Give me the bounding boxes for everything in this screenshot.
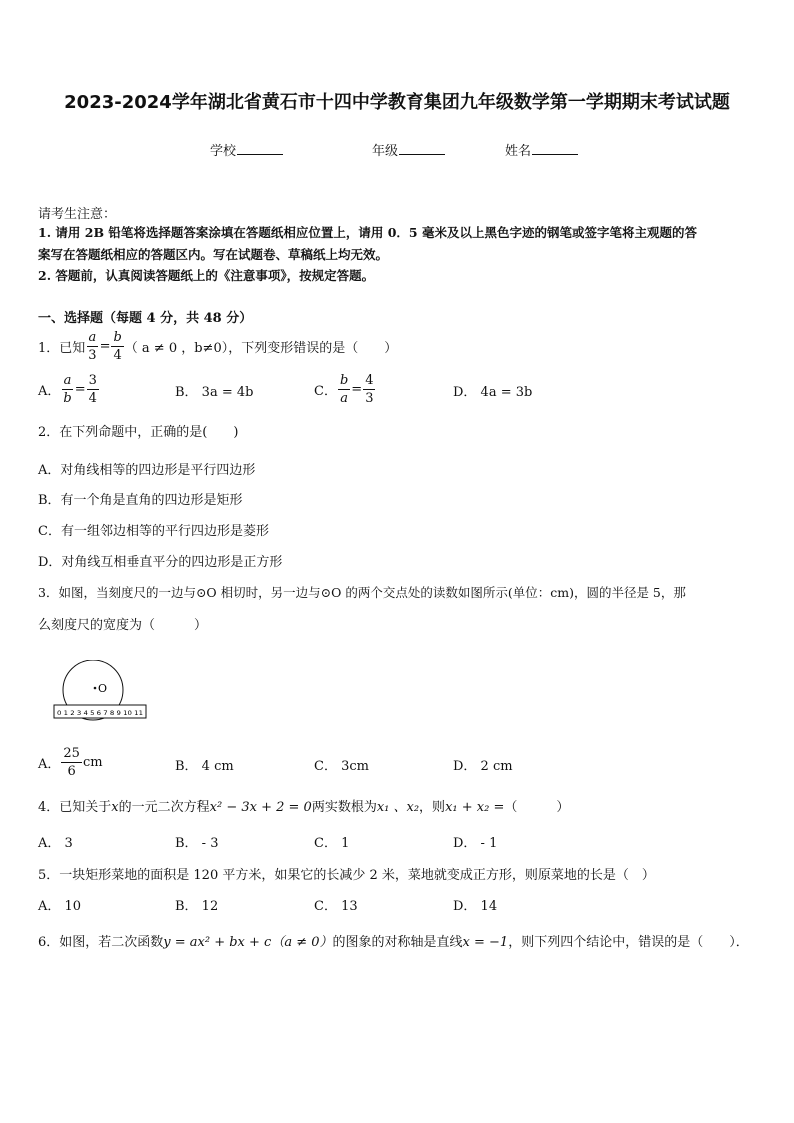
q1-eq: = bbox=[99, 338, 111, 354]
notice-heading: 请考生注意： bbox=[38, 207, 117, 222]
q5-option-d[interactable]: D． 14 bbox=[453, 899, 498, 914]
name-label: 姓名 bbox=[505, 144, 532, 159]
school-blank[interactable] bbox=[237, 142, 283, 155]
q4-option-a[interactable]: A． 3 bbox=[38, 836, 73, 851]
circle-ruler-figure bbox=[52, 660, 148, 722]
q3-option-d[interactable]: D． 2 cm bbox=[453, 759, 513, 774]
school-label: 学校 bbox=[210, 144, 237, 159]
question-3-stem-line-1: 3．如图，当刻度尺的一边与⊙O 相切时，另一边与⊙O 的两个交点处的读数如图所示(单位：cm)，圆的半径是 5，那 bbox=[38, 585, 686, 600]
section-title: 一、选择题（每题 4 分，共 48 分） bbox=[38, 311, 253, 326]
q3-option-b[interactable]: B． 4 cm bbox=[175, 759, 234, 774]
question-6-stem: 6．如图，若二次函数y = ax² + bx + c（a ≠ 0）的图象的对称轴是直线x = −1，则下列四个结论中，错误的是（ ）． bbox=[38, 935, 749, 950]
question-4-stem: 4．已知关于x的一元二次方程x² − 3x + 2 = 0两实数根为x₁ 、x₂，则x₁ + x₂ =（ ） bbox=[38, 800, 570, 815]
q5-option-a[interactable]: A． 10 bbox=[38, 899, 82, 914]
school-field[interactable] bbox=[210, 140, 283, 159]
question-3-stem-line-2: 么刻度尺的宽度为（ ） bbox=[38, 618, 208, 633]
q3-option-c[interactable]: C． 3cm bbox=[314, 759, 369, 774]
name-blank[interactable] bbox=[532, 142, 578, 155]
grade-label: 年级 bbox=[372, 144, 399, 159]
center-label: O bbox=[98, 682, 108, 695]
q2-option-b[interactable]: B．有一个角是直角的四边形是矩形 bbox=[38, 493, 243, 508]
grade-field[interactable] bbox=[372, 140, 445, 159]
q1-frac-a3: $\frac{a}{3}$ bbox=[88, 329, 97, 363]
q4-option-d[interactable]: D． - 1 bbox=[453, 836, 498, 851]
notice-line-2: 2. 答题前，认真阅读答题纸上的《注意事项》，按规定答题。 bbox=[38, 268, 375, 283]
ruler-scale: 0 1 2 3 4 5 6 7 8 9 10 11 bbox=[57, 710, 144, 717]
notice-line-1b: 案写在答题纸相应的答题区内。写在试题卷、草稿纸上均无效。 bbox=[38, 247, 389, 262]
q5-option-c[interactable]: C． 13 bbox=[314, 899, 358, 914]
q1-option-b[interactable]: B． 3a = 4b bbox=[175, 385, 254, 400]
q1-option-c[interactable]: C． $\frac{b}{a}$ = $\frac{4}{3}$ bbox=[314, 372, 374, 406]
q2-option-a[interactable]: A．对角线相等的四边形是平行四边形 bbox=[38, 463, 256, 478]
q2-option-c[interactable]: C．有一组邻边相等的平行四边形是菱形 bbox=[38, 524, 269, 539]
q1-option-d[interactable]: D． 4a = 3b bbox=[453, 385, 533, 400]
page-title: 2023-2024学年湖北省黄石市十四中学教育集团九年级数学第一学期期末考试试题 bbox=[64, 92, 730, 113]
q1-frac-b4: $\frac{b}{4}$ bbox=[113, 329, 122, 363]
q3-option-a[interactable]: A． $\frac{25}{6}$ cm bbox=[38, 745, 103, 779]
question-5-stem: 5．一块矩形菜地的面积是 120 平方米，如果它的长减少 2 米，菜地就变成正方形，则原菜地的长是（ ） bbox=[38, 868, 655, 883]
q4-option-b[interactable]: B． - 3 bbox=[175, 836, 219, 851]
q1-prefix: 1．已知 bbox=[38, 340, 86, 356]
q2-option-d[interactable]: D．对角线互相垂直平分的四边形是正方形 bbox=[38, 555, 283, 570]
q5-option-b[interactable]: B． 12 bbox=[175, 899, 219, 914]
question-1-stem bbox=[38, 326, 397, 366]
center-point bbox=[94, 687, 97, 690]
name-field[interactable] bbox=[505, 140, 578, 159]
q1-condition: （ a ≠ 0 ，b≠0），下列变形错误的是（ ） bbox=[124, 340, 398, 356]
notice-line-1a: 1. 请用 2B 铅笔将选择题答案涂填在答题纸相应位置上，请用 0．5 毫米及以上黑色字迹的钢笔或签字笔将主观题的答 bbox=[38, 225, 697, 240]
question-2-stem: 2．在下列命题中，正确的是( ) bbox=[38, 425, 239, 440]
q4-option-c[interactable]: C． 1 bbox=[314, 836, 350, 851]
grade-blank[interactable] bbox=[399, 142, 445, 155]
q1-option-a[interactable]: A． $\frac{a}{b}$ = $\frac{3}{4}$ bbox=[38, 372, 97, 406]
